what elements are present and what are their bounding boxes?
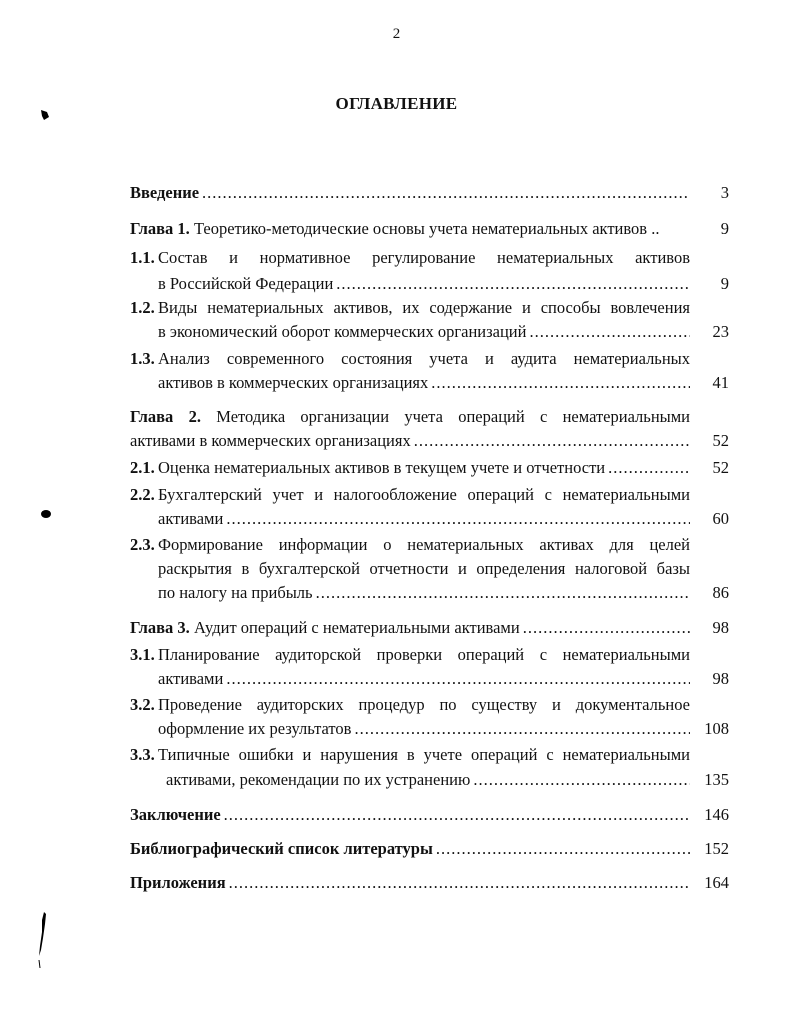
toc-entry-2-1[interactable]: 2.1. Оценка нематериальных активов в текущем учете и отчетности ..... — [130, 458, 690, 478]
toc-entry-1-3[interactable]: 1.3. Анализ современного состояния учета и аудита нематериальных — [130, 349, 690, 368]
toc-entry-3-3[interactable]: 3.3. Типичные ошибки и нарушения в учете операций с нематериальными — [130, 745, 690, 764]
toc-page-conclusion: 146 — [704, 805, 729, 824]
toc-page-2-1: 52 — [712, 458, 729, 477]
toc-page-2-2: 60 — [712, 509, 729, 528]
toc-entry-3-2[interactable]: 3.2. Проведение аудиторских процедур по существу и документальное — [130, 695, 690, 714]
toc-entry-chapter-2[interactable]: Глава 2. Методика организации учета операций с нематериальными — [130, 407, 690, 426]
toc-page-1-1: 9 — [720, 274, 729, 293]
toc-entry-1-3-cont[interactable]: активов в коммерческих организациях ..... — [158, 373, 690, 393]
toc-entry-appendices[interactable]: Приложения ..... — [130, 873, 690, 893]
toc-entry-1-2-cont[interactable]: в экономический оборот коммерческих организаций ..... — [158, 322, 690, 342]
toc-entry-3-2-cont[interactable]: оформление их результатов ..... — [158, 719, 690, 739]
toc-entry-2-2[interactable]: 2.2. Бухгалтерский учет и налогообложение операций с нематериальными — [130, 485, 690, 504]
toc-entry-3-1[interactable]: 3.1. Планирование аудиторской проверки операций с нематериальными — [130, 645, 690, 664]
toc-entry-1-1[interactable]: 1.1. Состав и нормативное регулирование нематериальных активов — [130, 248, 690, 267]
toc-page-chapter-3: 98 — [712, 618, 729, 637]
toc-entry-2-2-cont[interactable]: активами ..... — [158, 509, 690, 529]
toc-entry-2-3-cont1[interactable]: раскрытия в бухгалтерской отчетности и определения налоговой базы — [158, 559, 690, 578]
toc-page-3-1: 98 — [712, 669, 729, 688]
toc-entry-2-3-cont2[interactable]: по налогу на прибыль ..... — [158, 583, 690, 603]
page-number: 2 — [392, 26, 401, 42]
toc-page-chapter-2: 52 — [712, 431, 729, 450]
toc-entry-1-2[interactable]: 1.2. Виды нематериальных активов, их содержание и способы вовлечения — [130, 298, 690, 317]
toc-page-2-3: 86 — [712, 583, 729, 602]
toc-page-3-2: 108 — [704, 719, 729, 738]
toc-entry-conclusion[interactable]: Заключение ..... — [130, 805, 690, 825]
toc-page-chapter-1: 9 — [720, 219, 729, 238]
toc-page-appendices: 164 — [704, 873, 729, 892]
toc-entry-chapter-3[interactable]: Глава 3. Аудит операций с нематериальными активами ..... — [130, 618, 690, 638]
toc-entry-intro[interactable]: Введение ..... — [130, 183, 690, 203]
toc-entry-chapter-1[interactable]: Глава 1. Теоретико-методические основы учета нематериальных активов .. — [130, 219, 660, 238]
toc-entry-3-3-cont[interactable]: активами, рекомендации по их устранению ..... — [166, 770, 690, 790]
page-title: ОГЛАВЛЕНИЕ — [335, 94, 458, 113]
toc-page-1-3: 41 — [712, 373, 729, 392]
toc-entry-bibliography[interactable]: Библиографический список литературы ..... — [130, 839, 690, 859]
toc-entry-2-3[interactable]: 2.3. Формирование информации о нематериальных активах для целей — [130, 535, 690, 554]
toc-page-3-3: 135 — [704, 770, 729, 789]
toc-page-1-2: 23 — [712, 322, 729, 341]
toc-entry-3-1-cont[interactable]: активами ..... — [158, 669, 690, 689]
toc-entry-1-1-cont[interactable]: в Российской Федерации ..... — [158, 274, 690, 294]
toc-page-bibliography: 152 — [704, 839, 729, 858]
toc-page-intro: 3 — [720, 183, 729, 202]
toc-entry-chapter-2-cont[interactable]: активами в коммерческих организациях ..... — [130, 431, 690, 451]
